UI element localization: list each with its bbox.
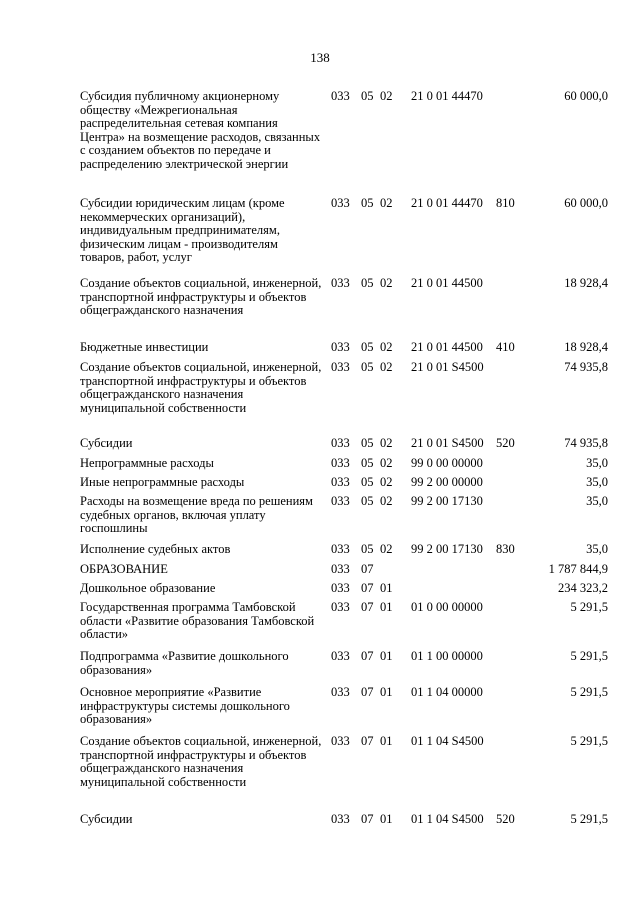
target-article-code: 99 0 00 00000 [411,456,483,470]
expense-type-code: 410 [496,340,515,354]
section-code: 05 [361,89,374,103]
target-article-code: 21 0 01 S4500 [411,360,484,374]
row-name: Субсидии [80,812,133,826]
row-name: Создание объектов социальной, инженерной, транспортной инфраструктуры и объектов общегражданского назначения муниципальной собственности [80,734,322,789]
section-code: 05 [361,360,374,374]
section-code: 05 [361,456,374,470]
subsection-code: 01 [380,581,393,595]
admin-code: 033 [331,196,350,210]
section-code: 05 [361,475,374,489]
target-article-code: 01 0 00 00000 [411,600,483,614]
section-code: 05 [361,276,374,290]
admin-code: 033 [331,581,350,595]
target-article-code: 01 1 04 S4500 [411,734,484,748]
section-code: 07 [361,685,374,699]
target-article-code: 21 0 01 44470 [411,89,483,103]
subsection-code: 01 [380,685,393,699]
target-article-code: 21 0 01 S4500 [411,436,484,450]
amount: 74 935,8 [564,436,608,450]
row-name: Основное мероприятие «Развитие инфраструктуры системы дошкольного образования» [80,685,290,726]
admin-code: 033 [331,456,350,470]
admin-code: 033 [331,89,350,103]
admin-code: 033 [331,436,350,450]
section-code: 07 [361,812,374,826]
subsection-code: 01 [380,812,393,826]
admin-code: 033 [331,812,350,826]
subsection-code: 02 [380,276,393,290]
target-article-code: 21 0 01 44470 [411,196,483,210]
section-code: 07 [361,581,374,595]
section-code: 05 [361,436,374,450]
subsection-code: 02 [380,456,393,470]
amount: 74 935,8 [564,360,608,374]
page-number: 138 [310,50,330,65]
subsection-code: 02 [380,89,393,103]
subsection-code: 02 [380,340,393,354]
subsection-code: 02 [380,196,393,210]
admin-code: 033 [331,734,350,748]
target-article-code: 01 1 04 00000 [411,685,483,699]
subsection-code: 01 [380,649,393,663]
amount: 60 000,0 [564,196,608,210]
expense-type-code: 810 [496,196,515,210]
section-code: 07 [361,562,374,576]
amount: 60 000,0 [564,89,608,103]
expense-type-code: 520 [496,812,515,826]
row-name: Создание объектов социальной, инженерной, транспортной инфраструктуры и объектов общегражданского назначения [80,276,322,317]
amount: 18 928,4 [564,340,608,354]
row-name: Государственная программа Тамбовской области «Развитие образования Тамбовской области» [80,600,315,641]
amount: 234 323,2 [558,581,608,595]
amount: 1 787 844,9 [548,562,608,576]
subsection-code: 01 [380,600,393,614]
target-article-code: 01 1 00 00000 [411,649,483,663]
subsection-code: 02 [380,360,393,374]
amount: 35,0 [586,542,608,556]
target-article-code: 01 1 04 S4500 [411,812,484,826]
row-name: ОБРАЗОВАНИЕ [80,562,168,576]
admin-code: 033 [331,360,350,374]
row-name: Создание объектов социальной, инженерной, транспортной инфраструктуры и объектов общегражданского назначения муниципальной собственности [80,360,322,415]
subsection-code: 02 [380,494,393,508]
admin-code: 033 [331,685,350,699]
section-code: 07 [361,649,374,663]
target-article-code: 21 0 01 44500 [411,340,483,354]
admin-code: 033 [331,475,350,489]
row-name: Подпрограмма «Развитие дошкольного образования» [80,649,289,677]
row-name: Субсидии юридическим лицам (кроме некоммерческих организаций), индивидуальным предпринимателям, физическим лицам - производителям товаров, работ, услуг [80,196,285,264]
section-code: 05 [361,196,374,210]
amount: 35,0 [586,456,608,470]
expense-type-code: 520 [496,436,515,450]
amount: 5 291,5 [570,685,608,699]
section-code: 05 [361,542,374,556]
admin-code: 033 [331,562,350,576]
subsection-code: 02 [380,475,393,489]
row-name: Бюджетные инвестиции [80,340,209,354]
row-name: Субсидии [80,436,133,450]
row-name: Иные непрограммные расходы [80,475,245,489]
target-article-code: 21 0 01 44500 [411,276,483,290]
amount: 35,0 [586,475,608,489]
target-article-code: 99 2 00 17130 [411,494,483,508]
admin-code: 033 [331,494,350,508]
row-name: Субсидия публичному акционерному обществу «Межрегиональная распределительная сетевая компания Центра» на возмещение расходов, связанных с созданием объектов по передаче и распределению электрической энергии [80,89,321,171]
section-code: 07 [361,734,374,748]
admin-code: 033 [331,542,350,556]
admin-code: 033 [331,600,350,614]
amount: 18 928,4 [564,276,608,290]
row-name: Расходы на возмещение вреда по решениям судебных органов, включая уплату госпошлины [80,494,313,535]
section-code: 07 [361,600,374,614]
row-name: Непрограммные расходы [80,456,214,470]
row-name: Исполнение судебных актов [80,542,231,556]
admin-code: 033 [331,649,350,663]
row-name: Дошкольное образование [80,581,216,595]
section-code: 05 [361,494,374,508]
amount: 5 291,5 [570,649,608,663]
target-article-code: 99 2 00 17130 [411,542,483,556]
subsection-code: 02 [380,542,393,556]
section-code: 05 [361,340,374,354]
subsection-code: 01 [380,734,393,748]
amount: 35,0 [586,494,608,508]
amount: 5 291,5 [570,734,608,748]
admin-code: 033 [331,276,350,290]
subsection-code: 02 [380,436,393,450]
admin-code: 033 [331,340,350,354]
amount: 5 291,5 [570,600,608,614]
expense-type-code: 830 [496,542,515,556]
amount: 5 291,5 [570,812,608,826]
target-article-code: 99 2 00 00000 [411,475,483,489]
